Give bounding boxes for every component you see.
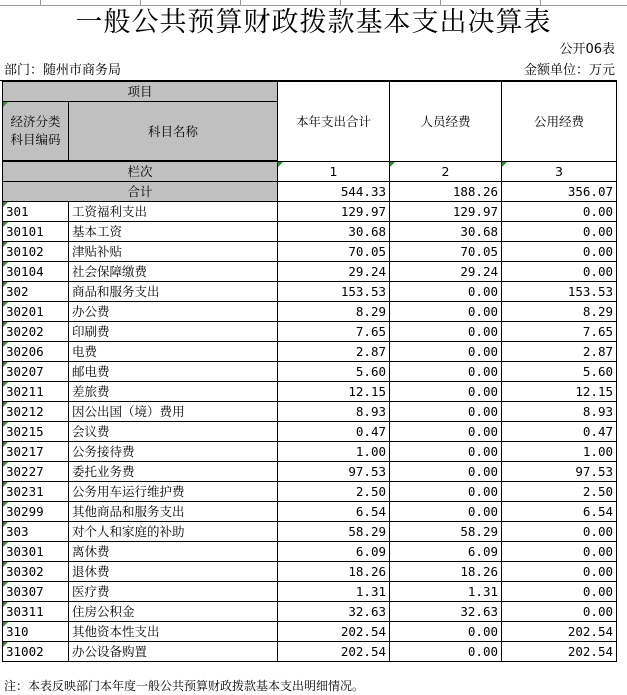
col-index-1[interactable]: 1 — [278, 162, 390, 182]
row-name[interactable]: 电费 — [69, 342, 278, 362]
row-public[interactable]: 0.00 — [502, 522, 617, 542]
table-row — [3, 202, 617, 222]
header-public[interactable]: 公用经费 — [502, 82, 617, 162]
row-personnel[interactable]: 0.00 — [390, 422, 502, 442]
row-code[interactable]: 30206 — [3, 342, 69, 362]
row-name[interactable]: 因公出国（境）费用 — [69, 402, 278, 422]
row-total[interactable]: 32.63 — [278, 602, 390, 622]
row-personnel[interactable]: 58.29 — [390, 522, 502, 542]
row-total[interactable]: 29.24 — [278, 262, 390, 282]
row-code[interactable]: 30227 — [3, 462, 69, 482]
row-total[interactable]: 6.54 — [278, 502, 390, 522]
row-personnel[interactable]: 30.68 — [390, 222, 502, 242]
header-total[interactable]: 本年支出合计 — [278, 82, 390, 162]
table-row — [3, 322, 617, 342]
footnote: 注：本表反映部门本年度一般公共预算财政拨款基本支出明细情况。 — [4, 679, 365, 693]
row-total[interactable]: 8.29 — [278, 302, 390, 322]
row-personnel[interactable]: 129.97 — [390, 202, 502, 222]
row-public[interactable]: 0.00 — [502, 542, 617, 562]
row-name[interactable]: 社会保障缴费 — [69, 262, 278, 282]
row-personnel[interactable]: 0.00 — [390, 282, 502, 302]
row-personnel[interactable]: 0.00 — [390, 382, 502, 402]
table-row — [3, 602, 617, 622]
row-personnel[interactable]: 0.00 — [390, 302, 502, 322]
department-label: 部门：随州市商务局 — [4, 63, 122, 78]
row-name[interactable]: 基本工资 — [69, 222, 278, 242]
row-personnel[interactable]: 70.05 — [390, 242, 502, 262]
row-personnel[interactable]: 0.00 — [390, 482, 502, 502]
row-personnel[interactable]: 0.00 — [390, 402, 502, 422]
table-row — [3, 382, 617, 402]
table-row — [3, 362, 617, 382]
row-total[interactable]: 70.05 — [278, 242, 390, 262]
row-name[interactable]: 会议费 — [69, 422, 278, 442]
row-total[interactable]: 12.15 — [278, 382, 390, 402]
row-total[interactable]: 5.60 — [278, 362, 390, 382]
row-total[interactable]: 30.68 — [278, 222, 390, 242]
row-public[interactable]: 0.00 — [502, 262, 617, 282]
row-total[interactable]: 2.87 — [278, 342, 390, 362]
row-index-label[interactable]: 栏次 — [3, 162, 278, 182]
table-row — [3, 642, 617, 662]
row-total[interactable]: 153.53 — [278, 282, 390, 302]
row-personnel[interactable]: 32.63 — [390, 602, 502, 622]
row-code[interactable]: 30211 — [3, 382, 69, 402]
row-code[interactable]: 30207 — [3, 362, 69, 382]
row-personnel[interactable]: 0.00 — [390, 642, 502, 662]
row-total[interactable]: 1.00 — [278, 442, 390, 462]
table-row — [3, 342, 617, 362]
amount-unit-label: 金额单位：万元 — [523, 63, 615, 78]
table-row — [3, 262, 617, 282]
row-total[interactable]: 0.47 — [278, 422, 390, 442]
row-name[interactable]: 退休费 — [69, 562, 278, 582]
row-total[interactable]: 18.26 — [278, 562, 390, 582]
table-row — [3, 302, 617, 322]
row-name[interactable]: 办公费 — [69, 302, 278, 322]
row-total[interactable]: 202.54 — [278, 622, 390, 642]
row-total[interactable]: 7.65 — [278, 322, 390, 342]
row-public[interactable]: 0.00 — [502, 602, 617, 622]
row-personnel[interactable]: 0.00 — [390, 342, 502, 362]
row-name[interactable]: 邮电费 — [69, 362, 278, 382]
row-name[interactable]: 商品和服务支出 — [69, 282, 278, 302]
row-code[interactable]: 30201 — [3, 302, 69, 322]
row-code[interactable]: 303 — [3, 522, 69, 542]
row-code[interactable]: 302 — [3, 282, 69, 302]
form-number: 公开06表 — [559, 42, 615, 57]
row-name[interactable]: 印刷费 — [69, 322, 278, 342]
expenditure-table — [2, 81, 617, 662]
row-code[interactable]: 30299 — [3, 502, 69, 522]
page-title: 一般公共预算财政拨款基本支出决算表 — [75, 7, 552, 38]
row-public[interactable]: 2.50 — [502, 482, 617, 502]
total-row-total[interactable]: 544.33 — [278, 182, 390, 202]
table-row — [3, 522, 617, 542]
row-personnel[interactable]: 0.00 — [390, 622, 502, 642]
row-code[interactable]: 30302 — [3, 562, 69, 582]
row-total[interactable]: 1.31 — [278, 582, 390, 602]
row-name[interactable]: 委托业务费 — [69, 462, 278, 482]
row-code[interactable]: 30311 — [3, 602, 69, 622]
row-total[interactable]: 8.93 — [278, 402, 390, 422]
row-personnel[interactable]: 1.31 — [390, 582, 502, 602]
row-public[interactable]: 7.65 — [502, 322, 617, 342]
row-public[interactable]: 0.00 — [502, 582, 617, 602]
row-public[interactable]: 0.00 — [502, 242, 617, 262]
row-public[interactable]: 5.60 — [502, 362, 617, 382]
row-public[interactable]: 202.54 — [502, 642, 617, 662]
header-subject-name[interactable]: 科目名称 — [69, 102, 278, 161]
row-personnel[interactable]: 0.00 — [390, 442, 502, 462]
row-code[interactable]: 30301 — [3, 542, 69, 562]
col-index-3[interactable]: 3 — [502, 162, 617, 182]
row-code[interactable]: 301 — [3, 202, 69, 222]
table-row — [3, 242, 617, 262]
row-code[interactable]: 30104 — [3, 262, 69, 282]
table-row — [3, 482, 617, 502]
table-row — [3, 222, 617, 242]
table-row — [3, 422, 617, 442]
row-code[interactable]: 30101 — [3, 222, 69, 242]
row-name[interactable]: 对个人和家庭的补助 — [69, 522, 278, 542]
total-row-public[interactable]: 356.07 — [502, 182, 617, 202]
row-code[interactable]: 30307 — [3, 582, 69, 602]
table-row — [3, 582, 617, 602]
row-personnel[interactable]: 6.09 — [390, 542, 502, 562]
row-public[interactable]: 6.54 — [502, 502, 617, 522]
row-personnel[interactable]: 0.00 — [390, 322, 502, 342]
row-public[interactable]: 0.00 — [502, 222, 617, 242]
header-item[interactable]: 项目 — [3, 82, 278, 102]
header-personnel[interactable]: 人员经费 — [390, 82, 502, 162]
row-personnel[interactable]: 0.00 — [390, 462, 502, 482]
row-personnel[interactable]: 18.26 — [390, 562, 502, 582]
row-name[interactable]: 其他商品和服务支出 — [69, 502, 278, 522]
row-total[interactable]: 2.50 — [278, 482, 390, 502]
row-code[interactable]: 31002 — [3, 642, 69, 662]
table-row — [3, 282, 617, 302]
row-public[interactable]: 0.47 — [502, 422, 617, 442]
table-row — [3, 402, 617, 422]
col-index-2[interactable]: 2 — [390, 162, 502, 182]
row-code[interactable]: 30231 — [3, 482, 69, 502]
header-econ-code[interactable]: 经济分类 科目编码 — [3, 102, 69, 161]
row-name[interactable]: 住房公积金 — [69, 602, 278, 622]
total-row-label[interactable]: 合计 — [3, 182, 278, 202]
row-name[interactable]: 津贴补贴 — [69, 242, 278, 262]
row-name[interactable]: 公务用车运行维护费 — [69, 482, 278, 502]
row-code[interactable]: 30202 — [3, 322, 69, 342]
table-row — [3, 622, 617, 642]
total-row-personnel[interactable]: 188.26 — [390, 182, 502, 202]
row-personnel[interactable]: 0.00 — [390, 362, 502, 382]
row-code[interactable]: 30215 — [3, 422, 69, 442]
row-name[interactable]: 差旅费 — [69, 382, 278, 402]
row-public[interactable]: 2.87 — [502, 342, 617, 362]
row-code[interactable]: 30212 — [3, 402, 69, 422]
row-public[interactable]: 0.00 — [502, 562, 617, 582]
row-total[interactable]: 58.29 — [278, 522, 390, 542]
row-public[interactable]: 0.00 — [502, 202, 617, 222]
row-public[interactable]: 202.54 — [502, 622, 617, 642]
table-row — [3, 442, 617, 462]
row-name[interactable]: 工资福利支出 — [69, 202, 278, 222]
table-row — [3, 542, 617, 562]
row-personnel[interactable]: 0.00 — [390, 502, 502, 522]
row-name[interactable]: 公务接待费 — [69, 442, 278, 462]
row-code[interactable]: 310 — [3, 622, 69, 642]
row-code[interactable]: 30217 — [3, 442, 69, 462]
row-personnel[interactable]: 29.24 — [390, 262, 502, 282]
row-public[interactable]: 12.15 — [502, 382, 617, 402]
row-public[interactable]: 153.53 — [502, 282, 617, 302]
row-total[interactable]: 97.53 — [278, 462, 390, 482]
table-row — [3, 562, 617, 582]
row-public[interactable]: 1.00 — [502, 442, 617, 462]
row-code[interactable]: 30102 — [3, 242, 69, 262]
table-row — [3, 462, 617, 482]
row-public[interactable]: 97.53 — [502, 462, 617, 482]
row-total[interactable]: 6.09 — [278, 542, 390, 562]
row-total[interactable]: 129.97 — [278, 202, 390, 222]
row-public[interactable]: 8.93 — [502, 402, 617, 422]
row-name[interactable]: 离休费 — [69, 542, 278, 562]
row-name[interactable]: 其他资本性支出 — [69, 622, 278, 642]
row-name[interactable]: 办公设备购置 — [69, 642, 278, 662]
row-total[interactable]: 202.54 — [278, 642, 390, 662]
row-public[interactable]: 8.29 — [502, 302, 617, 322]
table-row — [3, 502, 617, 522]
row-name[interactable]: 医疗费 — [69, 582, 278, 602]
